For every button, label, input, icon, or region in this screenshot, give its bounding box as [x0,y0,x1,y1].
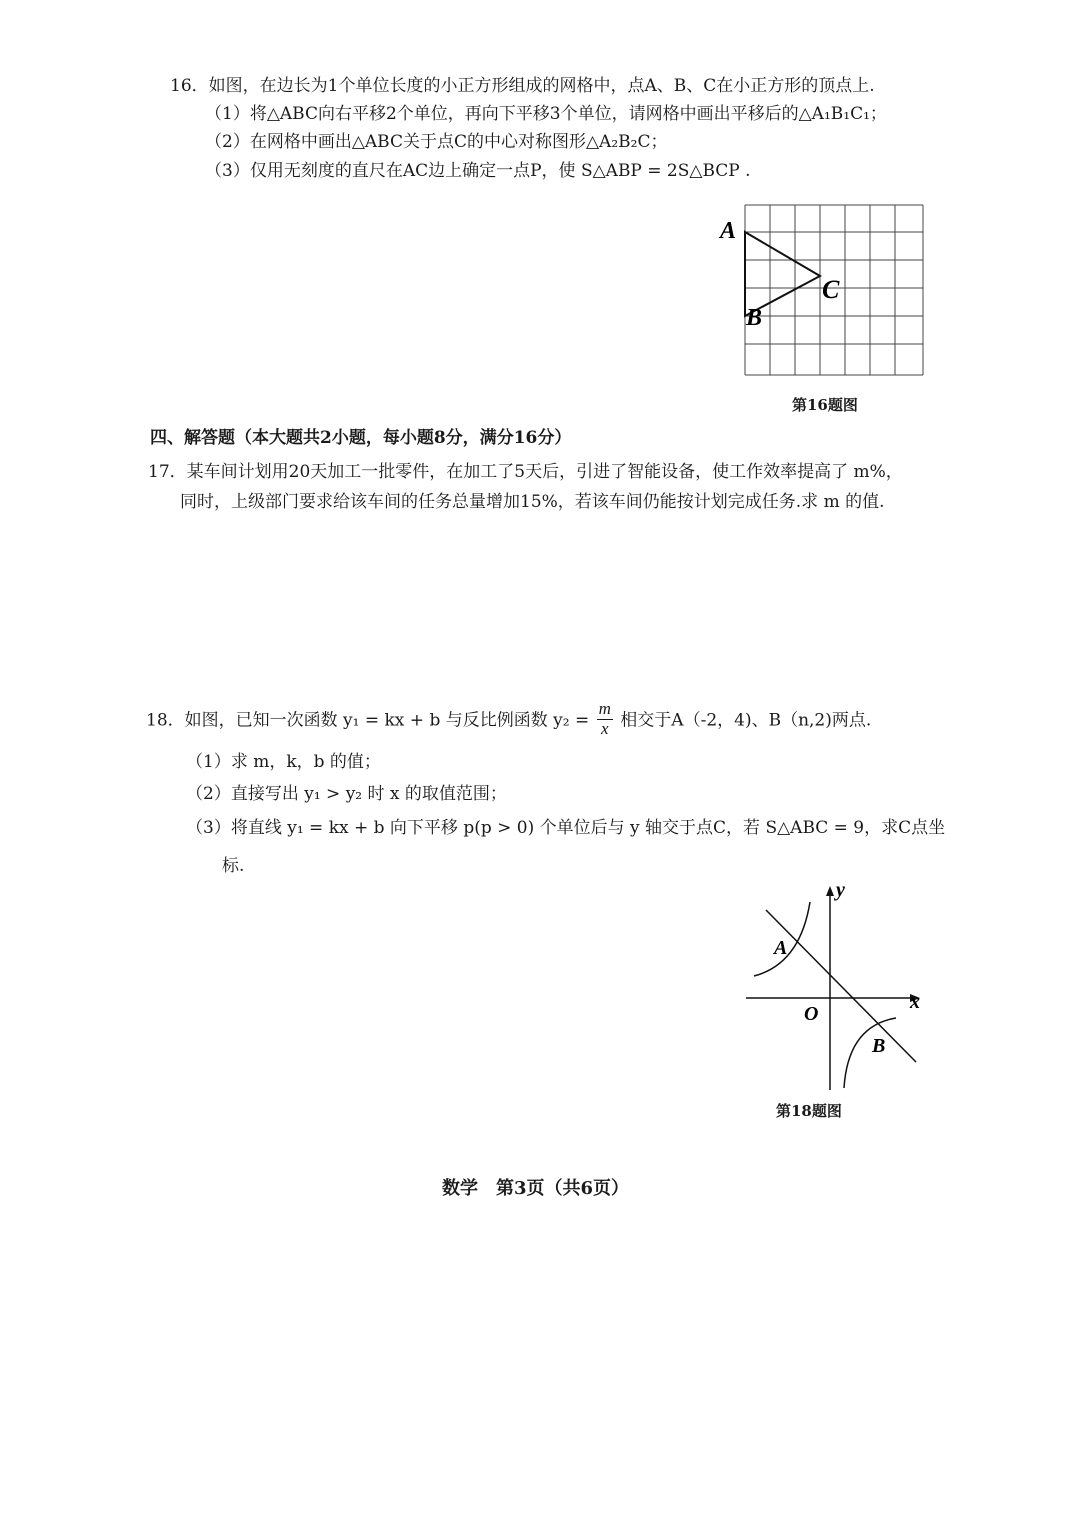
q18-stem [146,699,872,740]
q17-line2: 同时，上级部门要求给该车间的任务总量增加15%，若该车间仍能按计划完成任务.求 m 的值. [180,492,885,512]
page-footer: 数学 第3页（共6页） [442,1178,630,1199]
section-title: 四、解答题（本大题共2小题，每小题8分，满分16分） [150,428,572,448]
q18-figure-caption: 第18题图 [776,1102,842,1120]
q16-figure-caption: 第16题图 [792,396,858,414]
label-a: A [774,937,788,959]
q18-part3-line1: （3）将直线 y₁ = kx + b 向下平移 p(p > 0) 个单位后与 y 轴交于点C，若 S△ABC = 9，求C点坐 [186,818,946,838]
q18-graph-figure [738,878,938,1098]
label-b: B [746,305,763,331]
q17-line1: 17．某车间计划用20天加工一批零件，在加工了5天后，引进了智能设备，使工作效率提高了 m%， [148,462,903,482]
q16-grid-figure [718,200,938,390]
label-o: O [804,1003,819,1025]
q16-stem: 16．如图，在边长为1个单位长度的小正方形组成的网格中，点A、B、C在小正方形的顶点上. [170,76,875,96]
label-x: x [910,991,920,1013]
q16-part3: （3）仅用无刻度的直尺在AC边上确定一点P，使 S△ABP = 2S△BCP . [205,161,751,181]
q18-part2: （2）直接写出 y₁ > y₂ 时 x 的取值范围； [186,784,507,804]
q18-stem-prefix: 18．如图，已知一次函数 y₁ = kx + b 与反比例函数 y₂ = [146,710,590,731]
q18-frac-den: x [600,718,609,738]
y-axis-arrow [826,886,834,896]
label-a: A [720,218,737,244]
q18-frac-num: m [598,699,611,718]
label-c: C [822,275,840,304]
q18-part3-line2: 标. [222,856,245,876]
q18-fraction [597,700,613,738]
q18-part1: （1）求 m，k，b 的值； [186,752,381,772]
q16-part1: （1）将△ABC向右平移2个单位，再向下平移3个单位，请网格中画出平移后的△A₁B₁C₁； [205,104,887,124]
linear-function-line [766,910,916,1062]
hyperbola-branch-lower [844,1018,896,1088]
q16-part2: （2）在网格中画出△ABC关于点C的中心对称图形△A₂B₂C； [205,132,668,152]
q18-stem-suffix: 相交于A（-2，4)、B（n,2)两点. [620,710,872,731]
label-y: y [836,879,845,901]
triangle-abc [745,232,820,316]
label-b: B [872,1035,886,1057]
